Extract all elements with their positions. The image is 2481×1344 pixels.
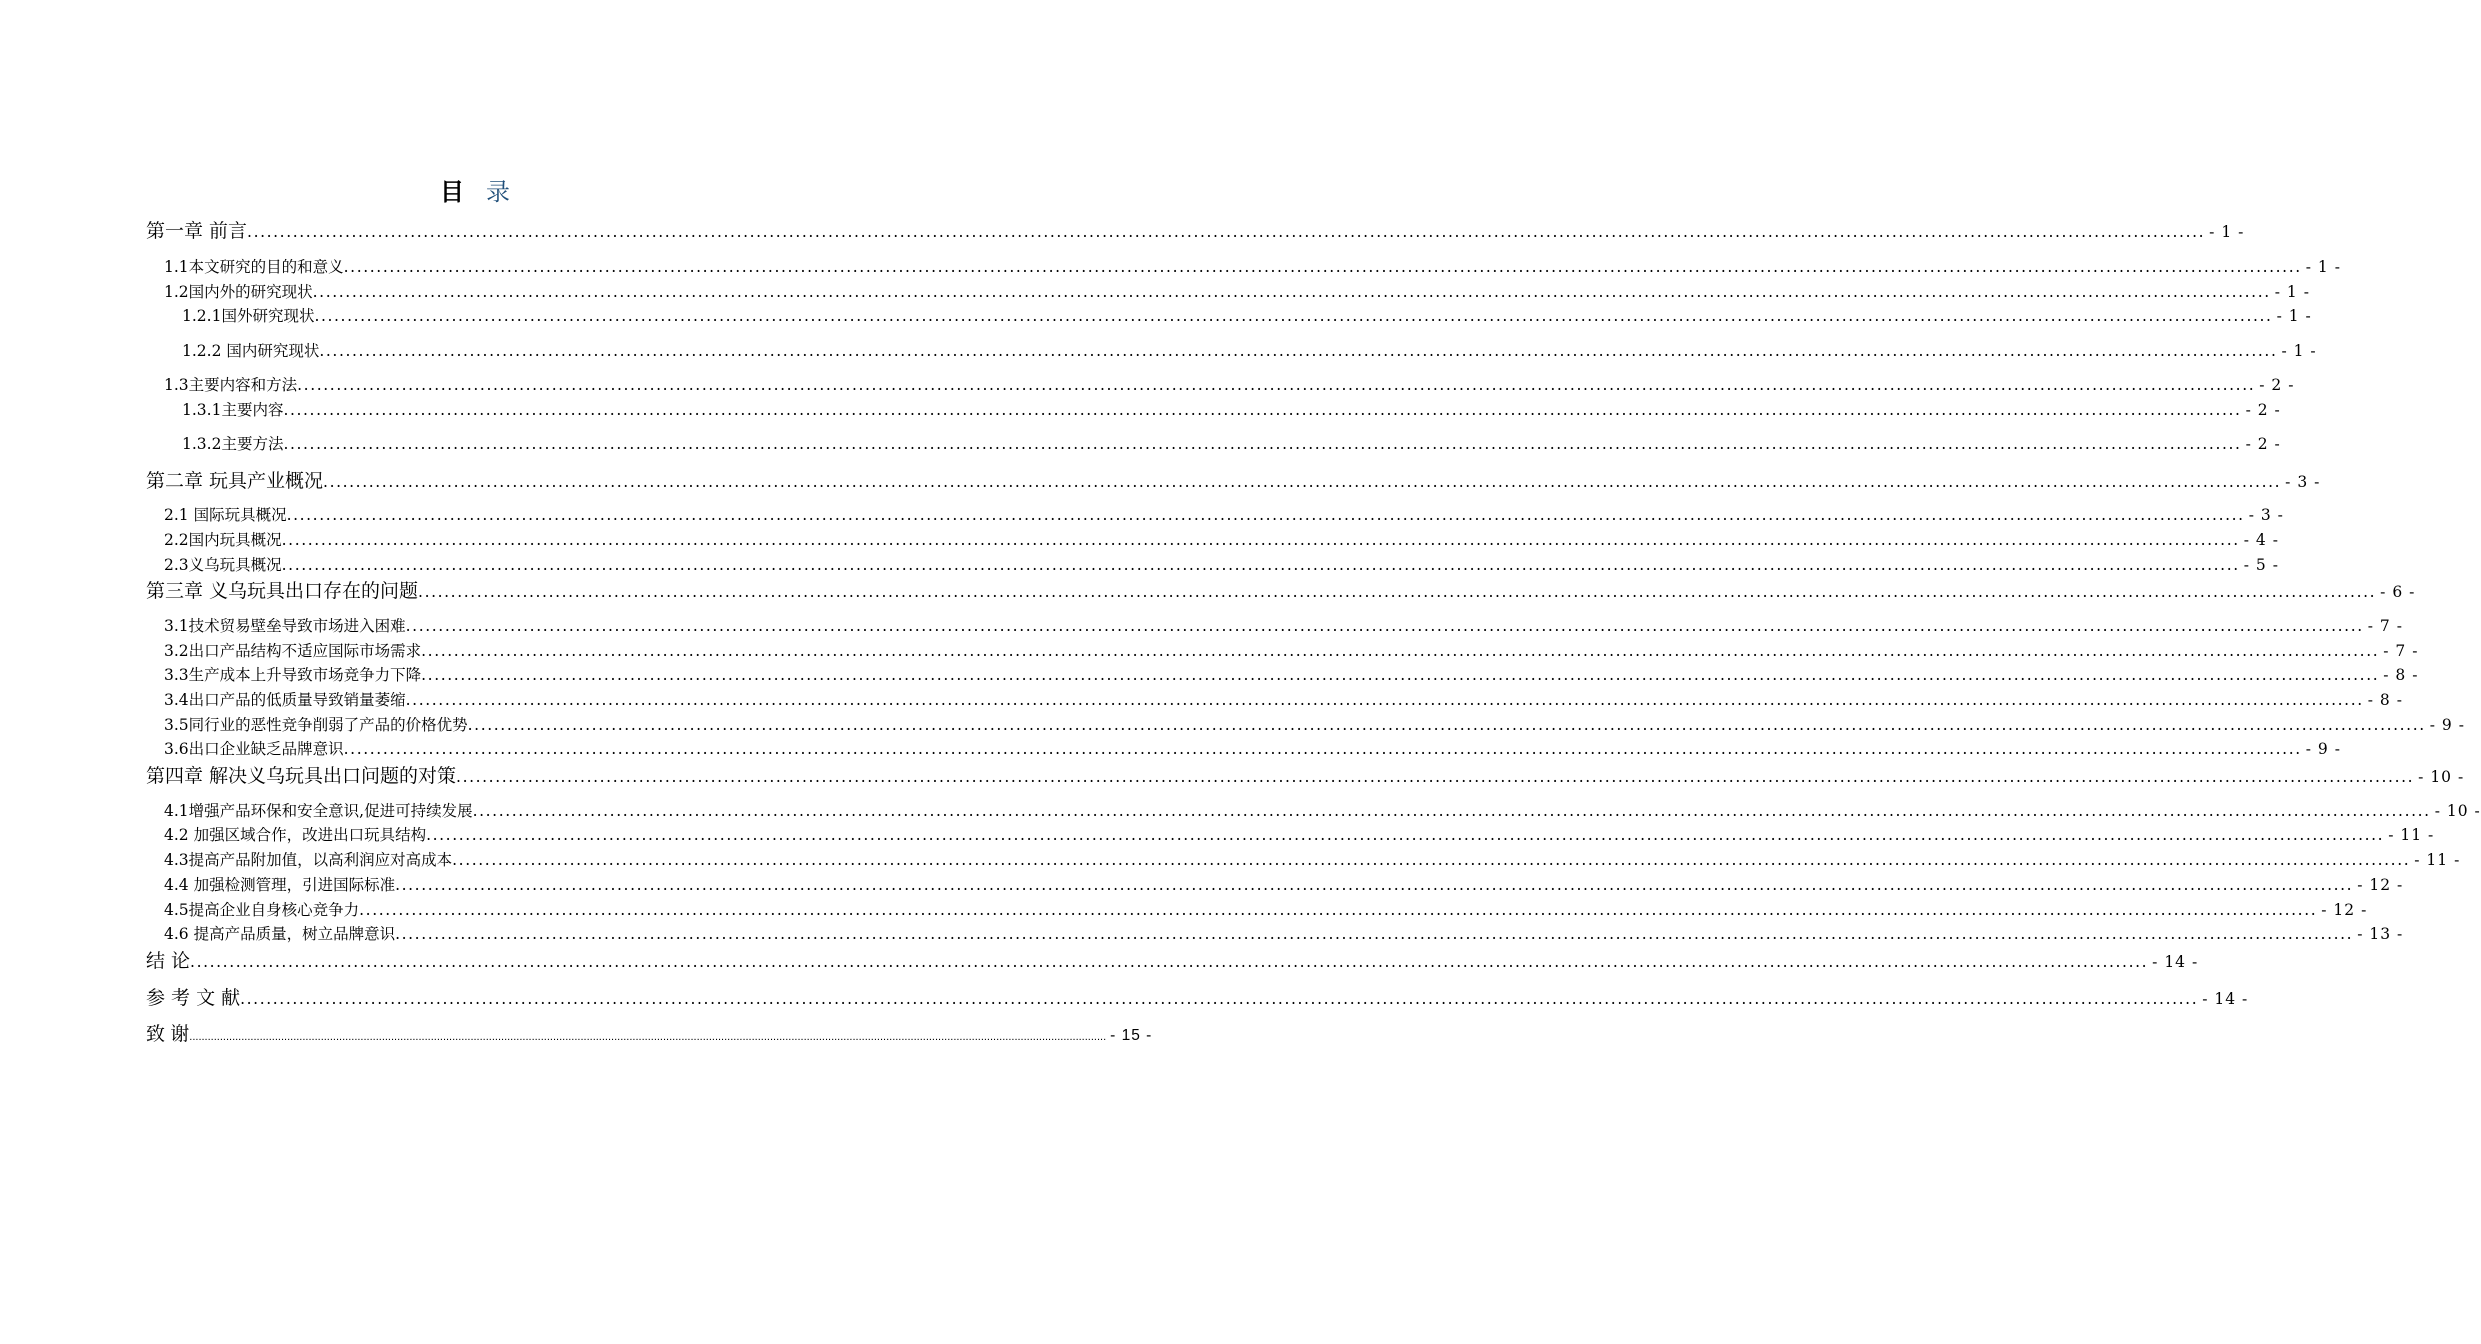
toc-title-sub: 录 [486,178,510,206]
toc-page-number: - 1 - [2274,283,2310,301]
toc-entry-label: 3.2出口产品结构不适应国际市场需求 [164,642,422,660]
toc-entry-acknowledgements[interactable] [146,1019,1153,1046]
toc-title-main: 目 [440,178,464,206]
toc-page-number: - 8 - [2383,666,2419,684]
toc-leader: ............................................................................................................................................................................................................................................................................................................ [247,223,2206,241]
toc-leader: ............................................................................................................................................................................................................................................................................................................ [395,925,2354,943]
toc-entry-chapter-2[interactable] [146,466,2321,493]
toc-page-number: - 3 - [2285,473,2321,491]
toc-page-number: - 8 - [2367,691,2403,709]
toc-entry-label: 1.3.2主要方法 [182,435,284,453]
toc-entry-2-1[interactable] [164,503,2284,525]
toc-page-number: - 1 - [2281,342,2317,360]
toc-entry-label: 4.1增强产品环保和安全意识,促进可持续发展 [164,802,473,820]
toc-entry-label: 第四章 解决义乌玩具出口问题的对策 [146,765,457,787]
toc-page-number: - 7 - [2367,617,2403,635]
toc-page-number: - 14 - [2202,990,2249,1008]
toc-leader: ............................................................................................................................................................................................................................................................................................................ [421,666,2380,684]
toc-leader: ............................................................................................................................................................................................................................................................................................................ [190,953,2149,971]
toc-entry-label: 3.3生产成本上升导致市场竞争力下降 [164,666,422,684]
toc-page-number: - 3 - [2248,506,2284,524]
toc-entry-chapter-4[interactable] [146,761,2465,788]
toc-entry-label: 2.3义乌玩具概况 [164,556,282,574]
toc-page-number: - 9 - [2305,740,2341,758]
toc-entry-label: 致 谢 [146,1024,190,1045]
toc-leader: ............................................................................................................................................................................................................................................................................................................ [281,556,2240,574]
toc-entry-label: 1.2国内外的研究现状 [164,283,313,301]
toc-page-number: - 10 - [2434,802,2481,820]
toc-entry-3-1[interactable] [164,614,2403,636]
toc-entry-1-3[interactable] [164,373,2295,395]
toc-leader: ............................................................................................................................................................................................................................................................................................................ [312,283,2271,301]
toc-entry-1-3-1[interactable] [182,398,2281,420]
toc-page-number: - 1 - [2276,307,2312,325]
toc-leader: ............................................................................................................................................................................................................................................................................................................ [472,802,2431,820]
toc-page-number: - 10 - [2418,768,2465,786]
toc-page-number: - 2 - [2245,401,2281,419]
toc-page-number: - 11 - [2388,826,2435,844]
toc-entry-1-2-2[interactable] [182,339,2317,361]
toc-page-number: - 13 - [2357,925,2404,943]
toc-leader: ............................................................................................................................................................................................................................................................................................................ [286,506,2245,524]
toc-entry-4-1[interactable] [164,799,2481,821]
toc-entry-4-6[interactable] [164,922,2404,944]
toc-entry-label: 4.5提高企业自身核心竞争力 [164,901,360,919]
toc-leader: ............................................................................................................................................................................................................................................................................................................ [240,990,2199,1008]
toc-page-number: - 12 - [2357,876,2404,894]
toc-entry-label: 1.2.1国外研究现状 [182,307,315,325]
toc-entry-label: 3.5同行业的恶性竞争削弱了产品的价格优势 [164,716,468,734]
toc-leader: ............................................................................................................................................................................................................................................................................................................ [281,531,2240,549]
toc-leader: ............................................................................................................................................................................................................................................................................................................ [418,583,2377,601]
toc-page-number: - 1 - [2305,258,2341,276]
toc-entry-label: 1.3.1主要内容 [182,401,284,419]
toc-entry-label: 1.3主要内容和方法 [164,376,298,394]
toc-leader: ............................................................................................................................................................................................................................................................................................................ [189,1031,1107,1043]
toc-leader: ............................................................................................................................................................................................................................................................................................................ [405,691,2364,709]
toc-entry-1-3-2[interactable] [182,432,2281,454]
toc-leader: ............................................................................................................................................................................................................................................................................................................ [297,376,2256,394]
toc-entry-3-2[interactable] [164,639,2419,661]
toc-page-number: - 11 - [2414,851,2461,869]
toc-entry-label: 第二章 玩具产业概况 [146,470,324,492]
toc-entry-4-2[interactable] [164,823,2435,845]
toc-entry-1-2-1[interactable] [182,304,2312,326]
toc-leader: ............................................................................................................................................................................................................................................................................................................ [467,716,2426,734]
toc-leader: ............................................................................................................................................................................................................................................................................................................ [421,642,2380,660]
toc-page-number: - 4 - [2243,531,2279,549]
toc-entry-3-6[interactable] [164,737,2341,759]
toc-entry-label: 第一章 前言 [146,220,248,242]
toc-entry-label: 3.1技术贸易壁垒导致市场进入困难 [164,617,406,635]
toc-leader: ............................................................................................................................................................................................................................................................................................................ [314,307,2273,325]
toc-entry-4-5[interactable] [164,898,2368,920]
toc-leader: ............................................................................................................................................................................................................................................................................................................ [405,617,2364,635]
toc-entry-label: 参 考 文 献 [146,987,241,1009]
toc-entry-2-3[interactable] [164,553,2279,575]
toc-entry-2-2[interactable] [164,528,2279,550]
toc-entry-label: 2.1 国际玩具概况 [164,506,287,524]
toc-page-number: - 14 - [2152,953,2199,971]
toc-page-number: - 7 - [2383,642,2419,660]
toc-entry-chapter-3[interactable] [146,576,2416,603]
toc-page-number: - 2 - [2259,376,2295,394]
toc-entry-label: 3.4出口产品的低质量导致销量萎缩 [164,691,406,709]
toc-leader: ............................................................................................................................................................................................................................................................................................................ [452,851,2411,869]
toc-leader: ............................................................................................................................................................................................................................................................................................................ [426,826,2385,844]
toc-entry-label: 4.4 加强检测管理，引进国际标准 [164,876,396,894]
toc-leader: ............................................................................................................................................................................................................................................................................................................ [343,740,2302,758]
toc-page-number: - 15 - [1110,1027,1153,1044]
toc-entry-references[interactable] [146,983,2249,1010]
toc-page-number: - 12 - [2321,901,2368,919]
toc-entry-4-3[interactable] [164,848,2461,870]
toc-entry-label: 4.6 提高产品质量，树立品牌意识 [164,925,396,943]
toc-entry-label: 4.3提高产品附加值，以高利润应对高成本 [164,851,453,869]
toc-page-number: - 5 - [2243,556,2279,574]
toc-leader: ............................................................................................................................................................................................................................................................................................................ [395,876,2354,894]
toc-entry-label: 1.2.2 国内研究现状 [182,342,320,360]
toc-page-number: - 6 - [2380,583,2416,601]
toc-page-number: - 2 - [2245,435,2281,453]
toc-entry-conclusion[interactable] [146,946,2199,973]
toc-entry-chapter-1[interactable] [146,216,2245,243]
toc-entry-3-5[interactable] [164,713,2465,735]
toc-leader: ............................................................................................................................................................................................................................................................................................................ [319,342,2278,360]
toc-leader: ............................................................................................................................................................................................................................................................................................................ [323,473,2282,491]
toc-page-number: - 9 - [2429,716,2465,734]
toc-entry-label: 3.6出口企业缺乏品牌意识 [164,740,344,758]
toc-entry-label: 第三章 义乌玩具出口存在的问题 [146,580,419,602]
toc-leader: ............................................................................................................................................................................................................................................................................................................ [359,901,2318,919]
toc-page-number: - 1 - [2209,223,2245,241]
toc-leader: ............................................................................................................................................................................................................................................................................................................ [456,768,2415,786]
toc-entry-label: 结 论 [146,950,191,972]
toc-title [0,172,950,207]
toc-entry-3-3[interactable] [164,663,2419,685]
toc-entry-3-4[interactable] [164,688,2403,710]
toc-entry-label: 4.2 加强区域合作，改进出口玩具结构 [164,826,427,844]
toc-leader: ............................................................................................................................................................................................................................................................................................................ [283,401,2242,419]
toc-leader: ............................................................................................................................................................................................................................................................................................................ [283,435,2242,453]
toc-leader: ............................................................................................................................................................................................................................................................................................................ [343,258,2302,276]
toc-entry-4-4[interactable] [164,873,2404,895]
toc-entry-1-2[interactable] [164,280,2310,302]
toc-entry-1-1[interactable] [164,255,2341,277]
toc-entry-label: 2.2国内玩具概况 [164,531,282,549]
toc-entry-label: 1.1本文研究的目的和意义 [164,258,344,276]
